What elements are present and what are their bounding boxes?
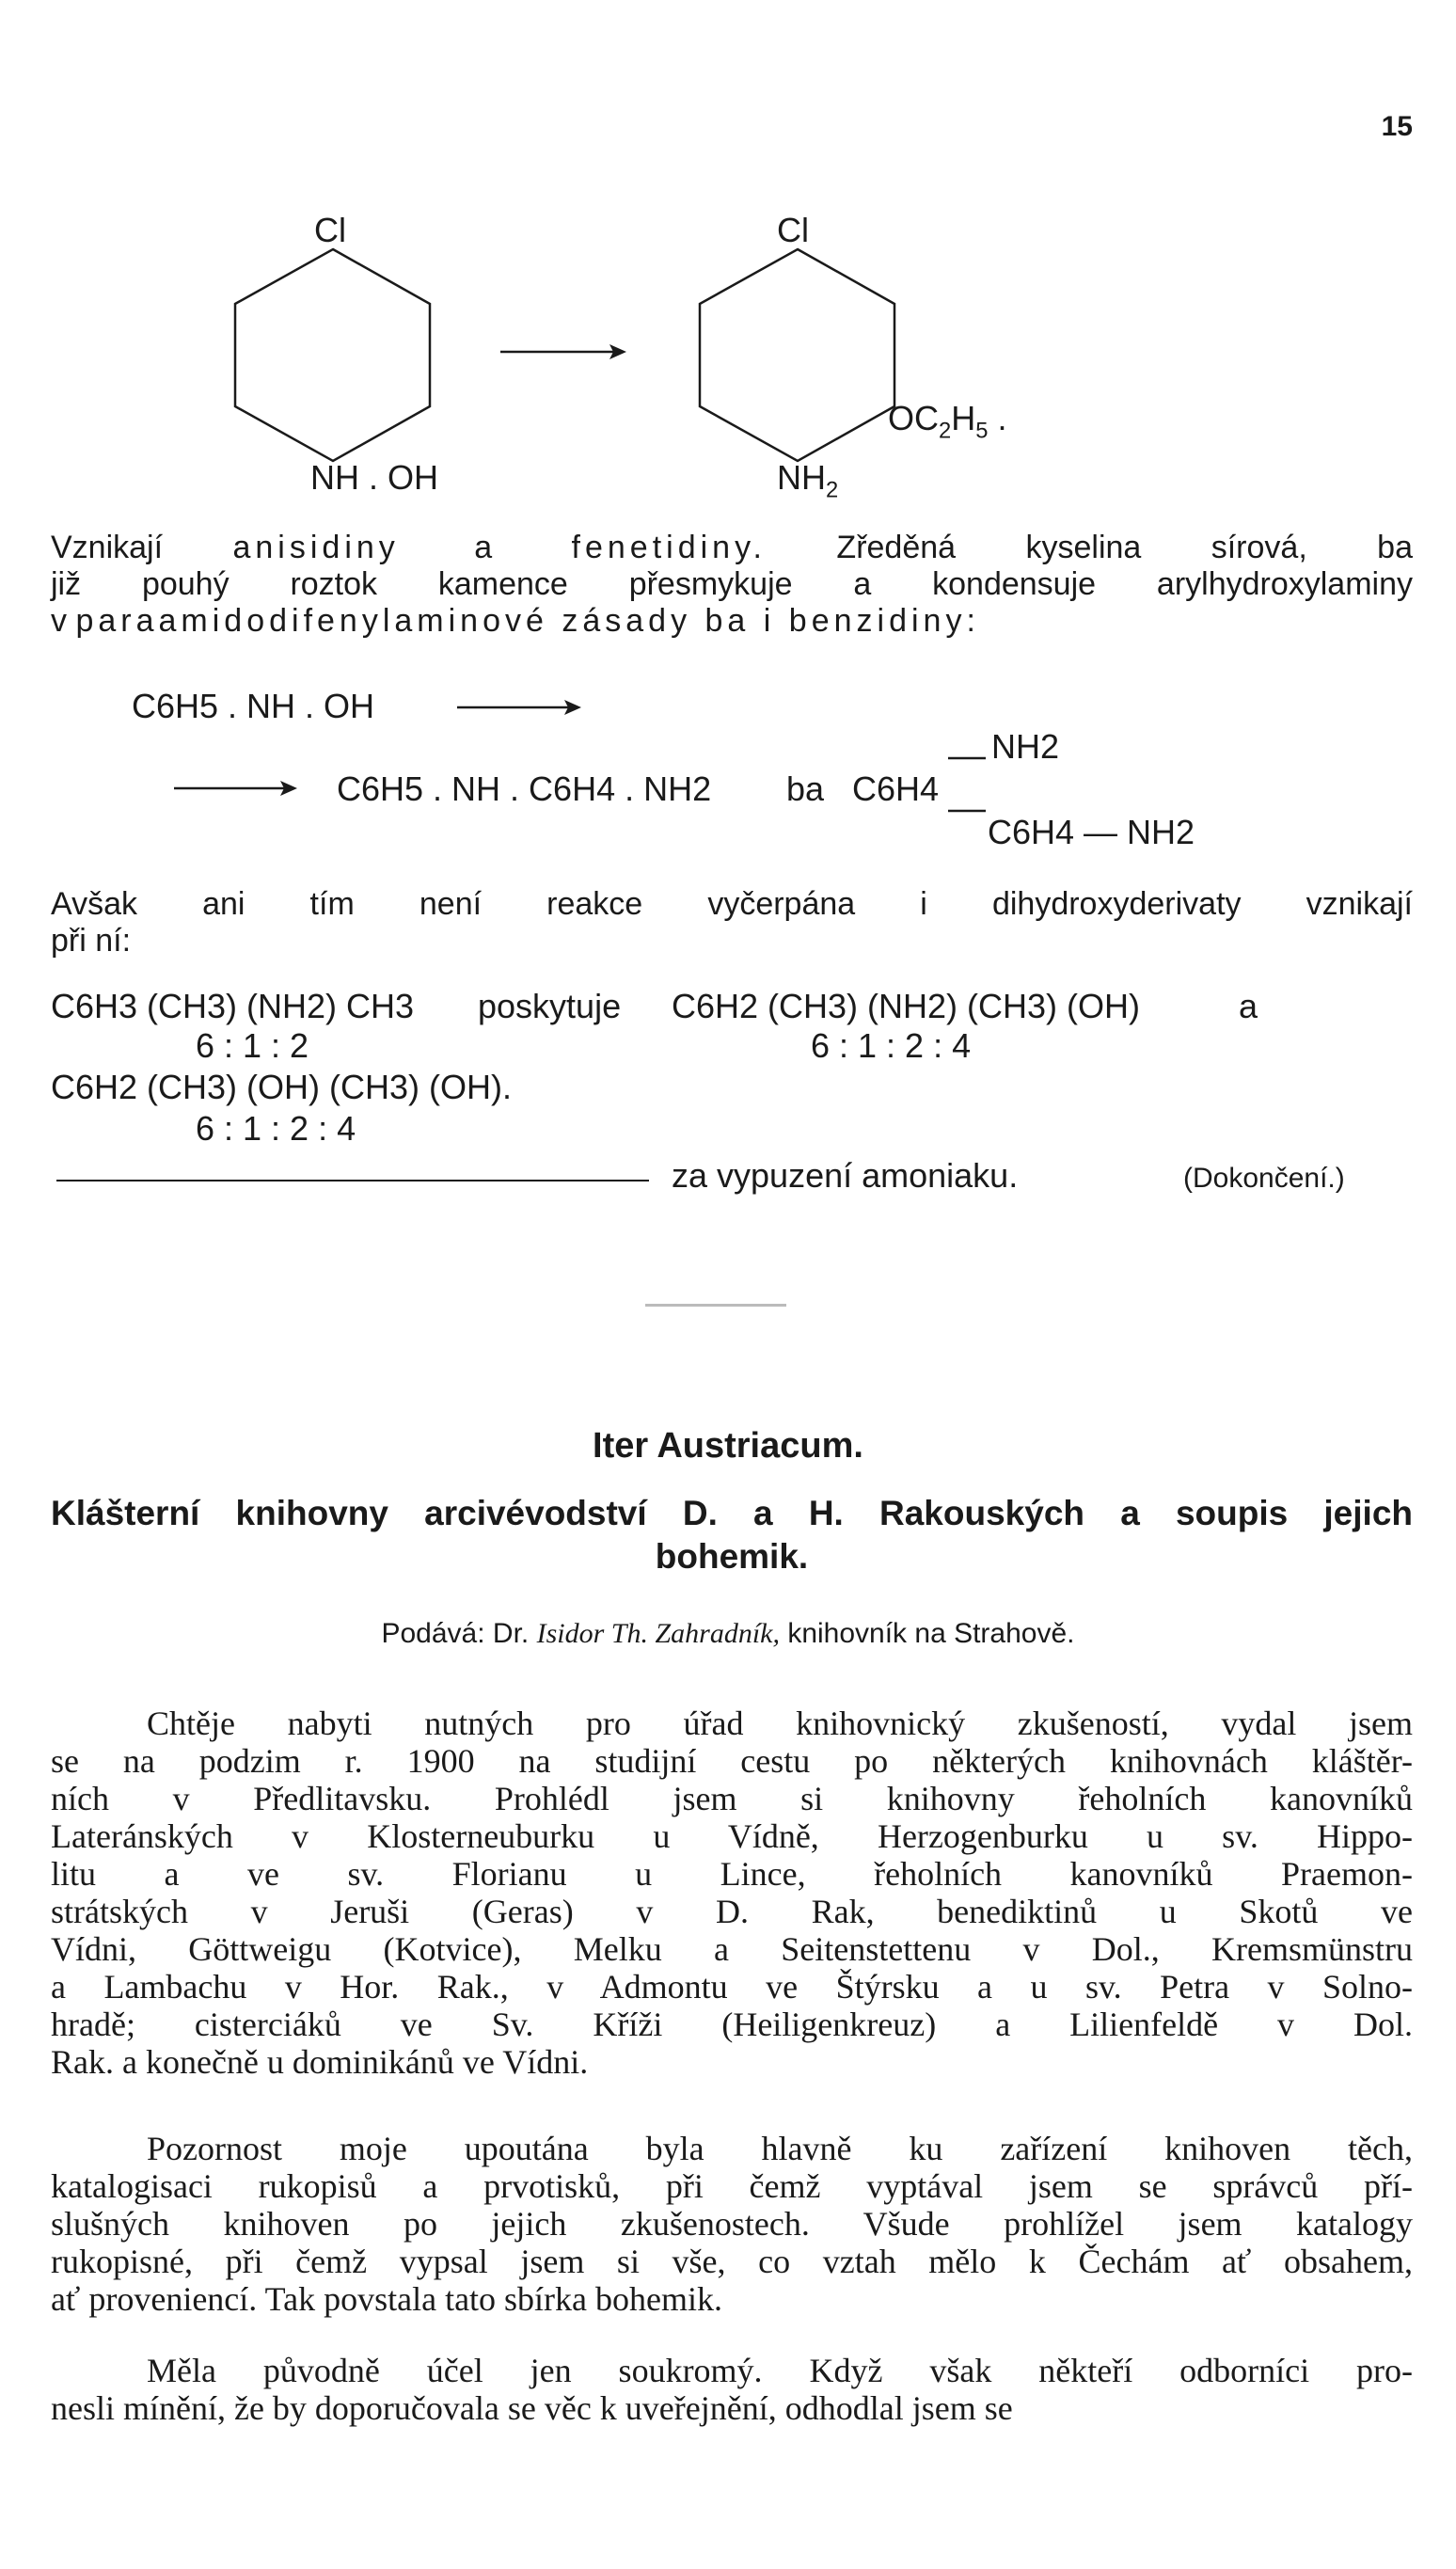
text-line: Rak. a konečně u dominikánů ve Vídni.: [51, 2043, 589, 2081]
reaction2-benzidine-nh2: NH2: [991, 727, 1060, 766]
byline: Podává: Dr. Isidor Th. Zahradník, knihovník na Strahově.: [381, 1618, 1075, 1649]
reaction-scheme-1: [0, 0, 1456, 527]
text-line: ních v Předlitavsku. Prohlédl jsem si knihovny řeholních kanovníků: [51, 1780, 1413, 1817]
reaction3-ratio-2: 6 : 1 : 2 : 4: [811, 1026, 972, 1065]
reaction2-reactant: C6H5 . NH . OH: [132, 687, 375, 725]
text-line: ať proveniencí. Tak povstala tato sbírka bohemik.: [51, 2280, 723, 2318]
text-line: již pouhý roztok kamence přesmykuje a kondensuje arylhydroxylaminy: [51, 566, 1413, 602]
paragraph-anisidiny: [51, 530, 1413, 640]
benzene-ring-left: [235, 249, 430, 461]
left-ring-bottom-label: NH . OH: [310, 458, 439, 497]
left-ring-top-label: Cl: [314, 211, 346, 249]
reaction3-long-arrow-line: [56, 1180, 649, 1181]
text-line: Lateránských v Klosterneuburku u Vídně, Herzogenburku u sv. Hippo-: [51, 1817, 1413, 1855]
reaction3-tail: za vypuzení amoniaku.: [672, 1156, 1019, 1195]
text-line: bohemik.: [655, 1537, 809, 1576]
article-subtitle: [51, 1492, 1413, 1578]
text-line: litu a ve sv. Florianu u Lince, řeholních kanovníků Praemon-: [51, 1855, 1413, 1893]
text-line: Vznikají anisidiny a fenetidiny. Zředěná kyselina sírová, ba: [51, 530, 1414, 565]
reaction2-ba: ba: [786, 769, 825, 808]
reaction2-product: C6H5 . NH . C6H4 . NH2: [337, 769, 712, 808]
right-ring-top-label: Cl: [777, 211, 809, 249]
text-line: slušných knihoven po jejich zkušenostech. Všude prohlížel jsem katalogy: [51, 2205, 1413, 2243]
reaction3-product-2: C6H2 (CH3) (OH) (CH3) (OH).: [51, 1068, 512, 1106]
reaction2-benzidine-tail: C6H4 — NH2: [988, 813, 1195, 851]
reaction3-reactant: C6H3 (CH3) (NH2) CH3: [51, 987, 415, 1025]
text-line: nesli mínění, že by doporučovala se věc k uveřejnění, odhodlal jsem se: [51, 2389, 1013, 2427]
reaction3-and: a: [1239, 987, 1258, 1025]
reaction3-product-1: C6H2 (CH3) (NH2) (CH3) (OH): [672, 987, 1141, 1025]
benzene-ring-right: [700, 249, 894, 461]
text-line: hradě; cisterciáků ve Sv. Kříži (Heiligenkreuz) a Lilienfeldě v Dol.: [51, 2006, 1413, 2043]
text-line: se na podzim r. 1900 na studijní cestu po některých knihovnách kláštěr-: [51, 1742, 1413, 1780]
reaction3-ratio-3: 6 : 1 : 2 : 4: [196, 1109, 356, 1148]
body-paragraph-2: [51, 2130, 1413, 2318]
reaction2-arrows: [0, 658, 1456, 847]
reaction2-benzidine-core: C6H4: [852, 769, 940, 808]
page-number: 15: [1381, 111, 1413, 142]
reaction3-ratio-1: 6 : 1 : 2: [196, 1026, 309, 1065]
body-paragraph-1: [51, 1705, 1413, 2081]
text-line: rukopisné, při čemž vypsal jsem si vše, co vztah mělo k Čechám ať obsahem,: [51, 2243, 1413, 2280]
dokonceni-note: (Dokončení.): [1183, 1163, 1345, 1194]
right-ring-side-label: $OC_2H_5$ .: [888, 399, 1007, 444]
paragraph-dihydroxy: [51, 886, 1413, 959]
text-line: Vídni, Göttweigu (Kotvice), Melku a Seitenstettenu v Dol., Kremsmünstru: [51, 1930, 1413, 1968]
text-line: katalogisaci rukopisů a prvotisků, při čemž vyptával jsem se správců pří-: [51, 2167, 1413, 2205]
text-line: Měla původně účel jen soukromý. Když však někteří odborníci pro-: [147, 2352, 1413, 2389]
text-line: Pozornost moje upoutána byla hlavně ku zařízení knihoven těch,: [147, 2130, 1413, 2167]
text-line: strátských v Jeruši (Geras) v D. Rak, benediktinů u Skotů ve: [51, 1893, 1413, 1930]
text-line: v paraamidodifenylaminové zásady ba i benzidiny:: [51, 603, 980, 639]
body-paragraph-3: [51, 2352, 1413, 2427]
text-line: Avšak ani tím není reakce vyčerpána i dihydroxyderivaty vznikají: [51, 886, 1413, 922]
section-divider: [645, 1304, 786, 1307]
text-line: a Lambachu v Hor. Rak., v Admontu ve Štýrsku a u sv. Petra v Solno-: [51, 1968, 1413, 2006]
text-line: Klášterní knihovny arcivévodství D. a H. Rakouských a soupis jejich: [51, 1494, 1413, 1532]
text-line: při ní:: [51, 923, 132, 959]
article-title: Iter Austriacum.: [593, 1426, 863, 1466]
reaction3-poskytuje: poskytuje: [478, 987, 622, 1025]
right-ring-bottom-label: $NH_2$: [777, 458, 839, 503]
text-line: Chtěje nabyti nutných pro úřad knihovnický zkušeností, vydal jsem: [147, 1705, 1413, 1742]
